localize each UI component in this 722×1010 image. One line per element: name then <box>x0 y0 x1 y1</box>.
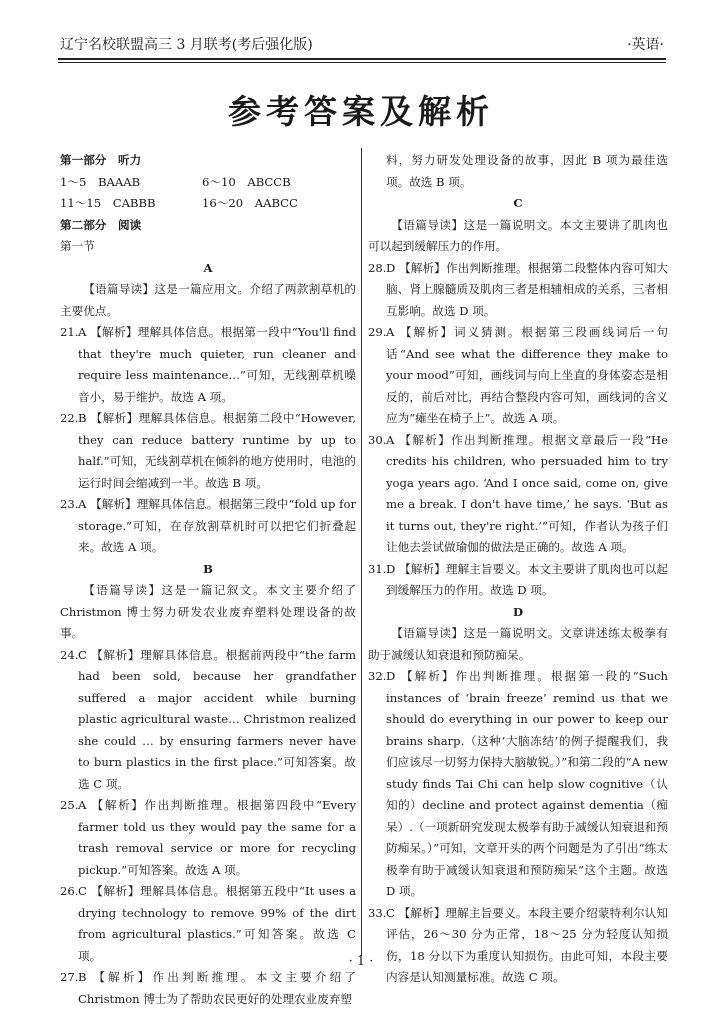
subsection-heading: 第一节 <box>60 239 95 253</box>
header-left: 辽宁名校联盟高三 3 月联考(考后强化版) <box>60 37 313 53</box>
question-text: C 【解析】理解具体信息。根据前两段中“the farm had been sold, because her grandfather suffered a major accident while burning plastic agricultural waste… Christmon realized she could … by ensuring farmers never have to burn plastics in the first place.”可知答案。故选 C 项。 <box>78 647 356 791</box>
question-explanation <box>60 967 356 1010</box>
header-rule <box>58 58 666 60</box>
answer-group: 6～10 ABCCB <box>202 174 291 189</box>
passage-guide: 【语篇导读】这是一篇说明文。文章讲述练太极拳有助于减缓认知衰退和预防痴呆。 <box>368 626 668 662</box>
question-explanation <box>60 494 356 559</box>
question-number: 23. <box>60 497 79 511</box>
left-column <box>60 150 356 1010</box>
answer-row <box>60 193 356 215</box>
question-number: 24. <box>60 647 79 662</box>
question-explanation <box>368 903 668 989</box>
question-explanation <box>60 408 356 494</box>
passage-label: A <box>203 260 213 275</box>
section-heading: 第一部分 听力 <box>60 153 142 167</box>
question-number: 22. <box>60 411 79 425</box>
passage-guide: 【语篇导读】这是一篇说明文。本文主要讲了肌肉也可以起到缓解压力的作用。 <box>368 217 668 253</box>
question-explanation <box>368 430 668 559</box>
passage-guide: 【语篇导读】这是一篇应用文。介绍了两款割草机的主要优点。 <box>60 282 356 318</box>
question-explanation <box>368 666 668 903</box>
answer-group: 11～15 CABBB <box>60 196 156 210</box>
question-text: D 【解析】作出判断推理。根据第一段的“Such instances of ‘brain freeze’ remind us that we should do everything in our power to keep our brains sharp.（这种‘大脑冻结’的例子提醒我们，我们应该尽一切努力保持大脑敏锐。）”和第二段的“A new study finds Tai Chi can help slow cognitive（认知的）decline and protect against dementia（痴呆）.（一项新研究发现太极拳有助于减缓认知衰退和预防痴呆。）”可知，文章开头的两个问题是为了引出“练太极拳有助于减缓认知衰退和预防痴呆”这个主题。故选 D 项。 <box>386 669 668 898</box>
question-number: 28. <box>368 260 387 275</box>
question-number: 27. <box>60 970 79 984</box>
question-number: 33. <box>368 905 387 920</box>
question-number: 29. <box>368 325 387 339</box>
question-text: A 【解析】理解具体信息。根据第一段中“You'll find that they're much quieter, run cleaner and require less maintenance…”可知，无线割草机噪音小，易于维护。故选 A 项。 <box>78 325 356 404</box>
question-text: A 【解析】词义猜测。根据第三段画线词后一句话“And see what the difference they make to your mood”可知，画线词与向上坐直的身体姿态是相反的，前后对比，再结合整段内容可知，画线词的含义应为“瘫坐在椅子上”。故选 A 项。 <box>386 325 668 425</box>
question-number: 30. <box>368 432 387 447</box>
answer-group: 1～5 BAAAB <box>60 174 141 189</box>
header-right: ·英语· <box>627 37 664 53</box>
passage-label: C <box>513 196 523 210</box>
question-explanation <box>60 322 356 408</box>
question-text: C 【解析】理解主旨要义。本段主要介绍蒙特利尔认知评估，26～30 分为正常，18～25 分为轻度认知损伤，18 分以下为重度认知损伤。由此可知，本段主要内容是认知测量标准。故选 C 项。 <box>386 905 668 984</box>
question-explanation <box>60 645 356 796</box>
question-text: D 【解析】作出判断推理。根据第二段整体内容可知大脑、肾上腺髓质及肌肉三者是相辅相成的关系，三者相互影响。故选 D 项。 <box>386 260 668 318</box>
question-text: A 【解析】作出判断推理。根据文章最后一段“He credits his children, who persuaded him to try yoga years ago. ‘And I once said, come on, give me a break. I don't have time,’ he says. ‘But as it turns out, they're right.’”可知，作者认为孩子们让他去尝试做瑜伽的做法是正确的。故选 A 项。 <box>386 432 668 554</box>
question-explanation <box>60 795 356 881</box>
question-number: 25. <box>60 798 79 812</box>
passage-guide: 【语篇导读】这是一篇记叙文。本文主要介绍了Christmon 博士努力研发农业废弃塑料处理设备的故事。 <box>60 583 356 640</box>
section-heading: 第二部分 阅读 <box>60 217 142 232</box>
question-text: C 【解析】理解具体信息。根据第五段中“It uses a drying technology to remove 99% of the dirt from agricultural plastics.”可知答案。故选 C 项。 <box>78 884 356 963</box>
question-number: 26. <box>60 884 79 898</box>
question-explanation <box>368 258 668 323</box>
passage-label: B <box>203 561 213 576</box>
answer-group: 16～20 AABCC <box>202 196 298 210</box>
question-number: 31. <box>368 561 387 576</box>
question-text: 料，努力研发处理设备的故事，因此 B 项为最佳选项。故选 B 项。 <box>386 153 668 189</box>
question-explanation <box>368 559 668 602</box>
question-text: B 【解析】理解具体信息。根据第二段中“However, they can reduce battery runtime by up to half.”可知，无线割草机在倾斜的地方使用时，电池的运行时间会缩减到一半。故选 B 项。 <box>78 411 356 490</box>
header-rule-thin <box>58 62 666 63</box>
page-number: · 1 · <box>348 954 374 969</box>
column-divider <box>361 148 362 956</box>
question-text: B 【解析】作出判断推理。本文主要介绍了Christmon 博士为了帮助农民更好的处理农业废弃塑 <box>78 970 356 1006</box>
passage-label: D <box>512 604 524 619</box>
question-text: D 【解析】理解主旨要义。本文主要讲了肌肉也可以起到缓解压力的作用。故选 D 项。 <box>386 561 668 597</box>
question-number: 21. <box>60 325 79 339</box>
right-column <box>368 150 668 989</box>
question-text: A 【解析】理解具体信息。根据第三段中“fold up for storage.”可知，在存放割草机时可以把它们折叠起来。故选 A 项。 <box>78 497 356 554</box>
answer-row <box>60 172 356 194</box>
question-text: A 【解析】作出判断推理。根据第四段中“Every farmer told us they would pay the same for a trash removal service or more for recycling pickup.”可知答案。故选 A 项。 <box>78 798 356 877</box>
page-title: 参考答案及解析 <box>228 92 494 131</box>
question-explanation <box>368 322 668 430</box>
question-number: 32. <box>368 669 387 683</box>
question-continuation <box>368 150 668 193</box>
